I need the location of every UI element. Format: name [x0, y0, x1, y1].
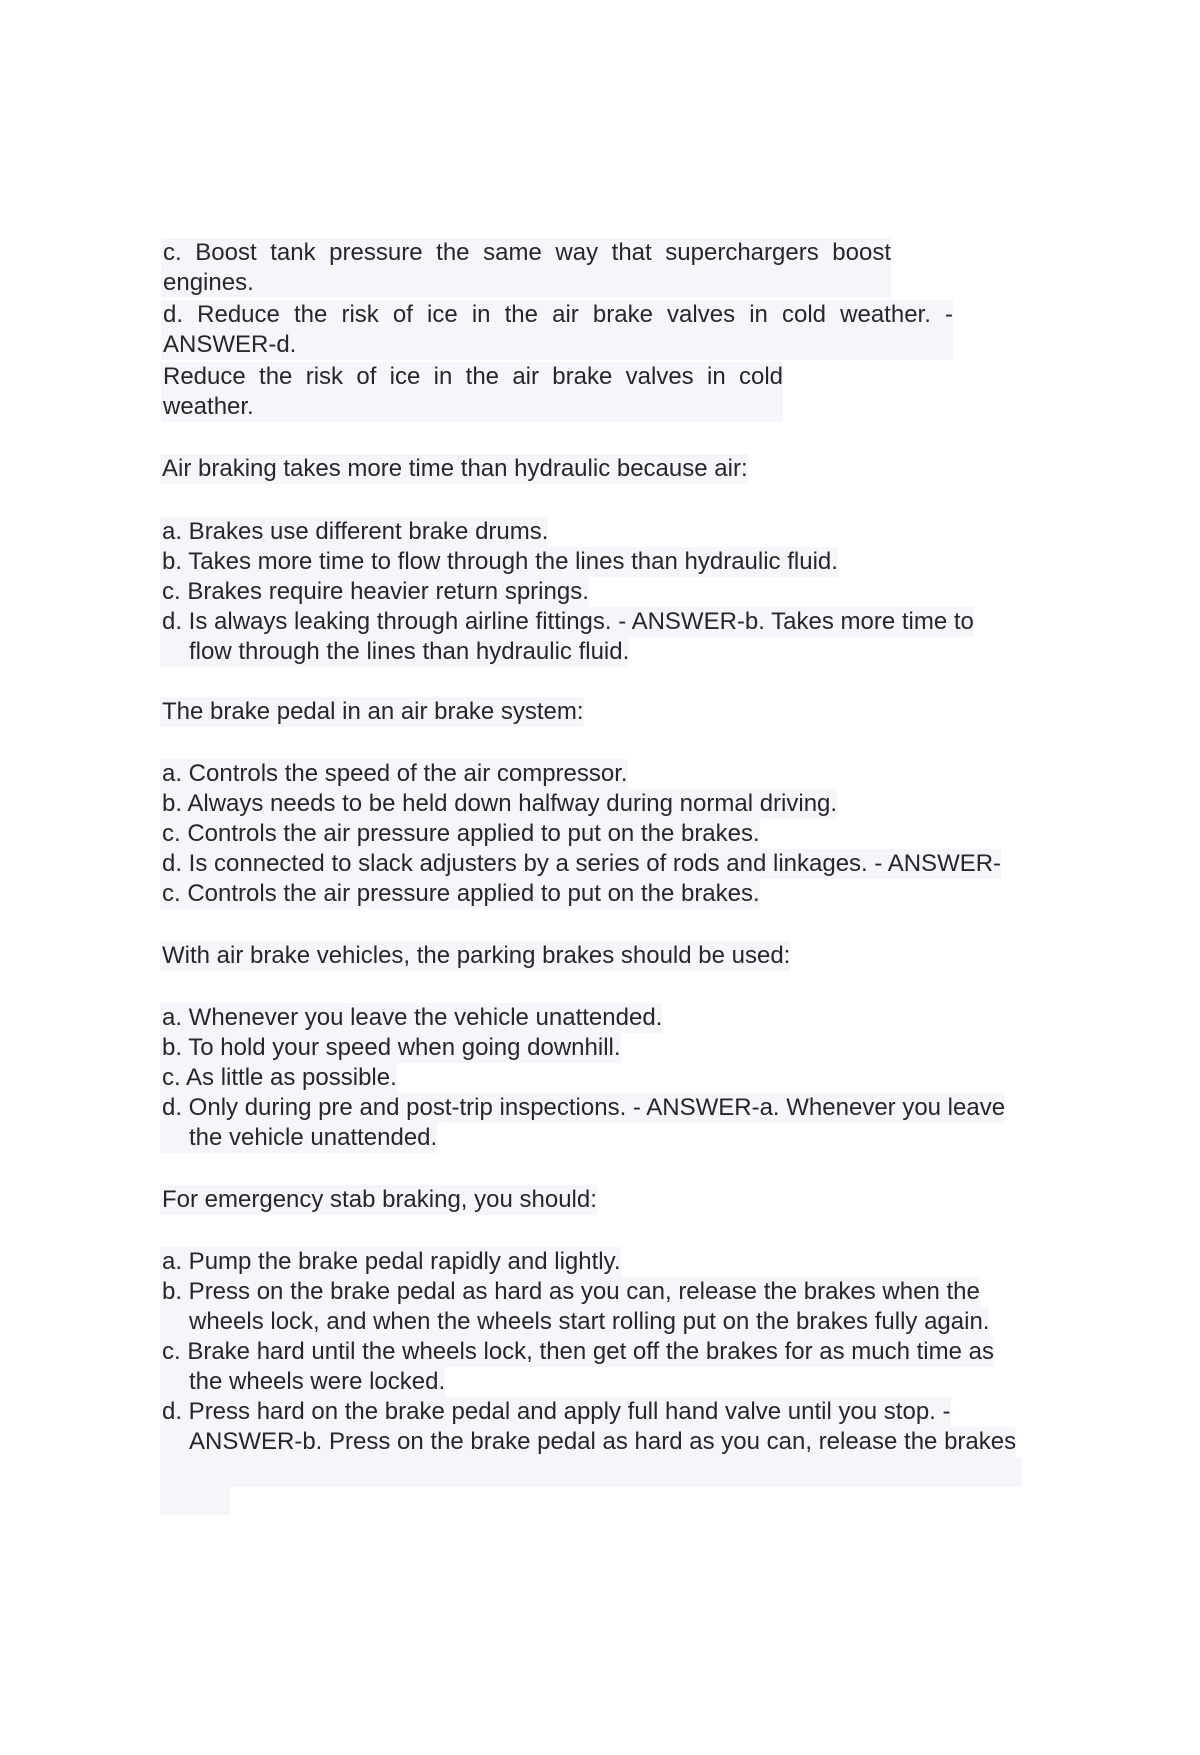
q4-option-d-line1: d. Press hard on the brake pedal and apply full hand valve until you stop. -	[162, 1398, 951, 1425]
q3-option-d-line1: d. Only during pre and post-trip inspections. - ANSWER-a. Whenever you leave	[162, 1094, 1006, 1121]
q1-option-d-line1: d. Is always leaking through airline fittings. - ANSWER-b. Takes more time to	[162, 608, 974, 635]
q2-option-d-line2: c. Controls the air pressure applied to put on the brakes.	[162, 880, 760, 907]
q2-option-c: c. Controls the air pressure applied to put on the brakes.	[162, 820, 760, 847]
q4-option-a: a. Pump the brake pedal rapidly and lightly.	[162, 1248, 621, 1275]
q1-option-c: c. Brakes require heavier return springs.	[162, 578, 589, 605]
q4-option-c-line2: the wheels were locked.	[160, 1367, 445, 1397]
intro-option-c-line1: c. Boost tank pressure the same way that superchargers boost	[163, 239, 891, 266]
q3-option-b: b. To hold your speed when going downhill.	[162, 1034, 621, 1061]
intro-option-d-line1: d. Reduce the risk of ice in the air brake valves in cold weather. -	[163, 301, 953, 328]
q1-option-a: a. Brakes use different brake drums.	[162, 518, 549, 545]
q2-option-a: a. Controls the speed of the air compressor.	[162, 760, 628, 787]
q4-option-b-line2: wheels lock, and when the wheels start rolling put on the brakes fully again.	[160, 1307, 989, 1337]
intro-option-d-line2: ANSWER-d.	[161, 330, 953, 360]
q4-option-b-line1: b. Press on the brake pedal as hard as you can, release the brakes when the	[162, 1278, 980, 1305]
q4-question: For emergency stab braking, you should:	[162, 1186, 597, 1213]
highlight-block	[160, 1457, 1022, 1487]
highlight-block-tail	[160, 1487, 230, 1515]
q4-option-c-line1: c. Brake hard until the wheels lock, then get off the brakes for as much time as	[162, 1338, 994, 1365]
q1-option-b: b. Takes more time to flow through the lines than hydraulic fluid.	[162, 548, 838, 575]
intro-answer-line1: Reduce the risk of ice in the air brake valves in cold	[163, 363, 783, 390]
q1-option-d-line2: flow through the lines than hydraulic fluid.	[160, 637, 629, 667]
q2-question: The brake pedal in an air brake system:	[162, 698, 584, 725]
q3-option-c: c. As little as possible.	[162, 1064, 397, 1091]
q3-question: With air brake vehicles, the parking brakes should be used:	[162, 942, 791, 969]
q2-option-b: b. Always needs to be held down halfway during normal driving.	[162, 790, 838, 817]
intro-answer-line2: weather.	[161, 392, 783, 422]
q3-option-a: a. Whenever you leave the vehicle unattended.	[162, 1004, 663, 1031]
q3-option-d-line2: the vehicle unattended.	[160, 1123, 437, 1153]
q4-option-d-line2: ANSWER-b. Press on the brake pedal as hard as you can, release the brakes	[160, 1427, 1016, 1457]
q2-option-d-line1: d. Is connected to slack adjusters by a series of rods and linkages. - ANSWER-	[162, 850, 1002, 877]
q1-question: Air braking takes more time than hydraulic because air:	[162, 455, 748, 482]
intro-option-c-line2: engines.	[161, 268, 891, 298]
